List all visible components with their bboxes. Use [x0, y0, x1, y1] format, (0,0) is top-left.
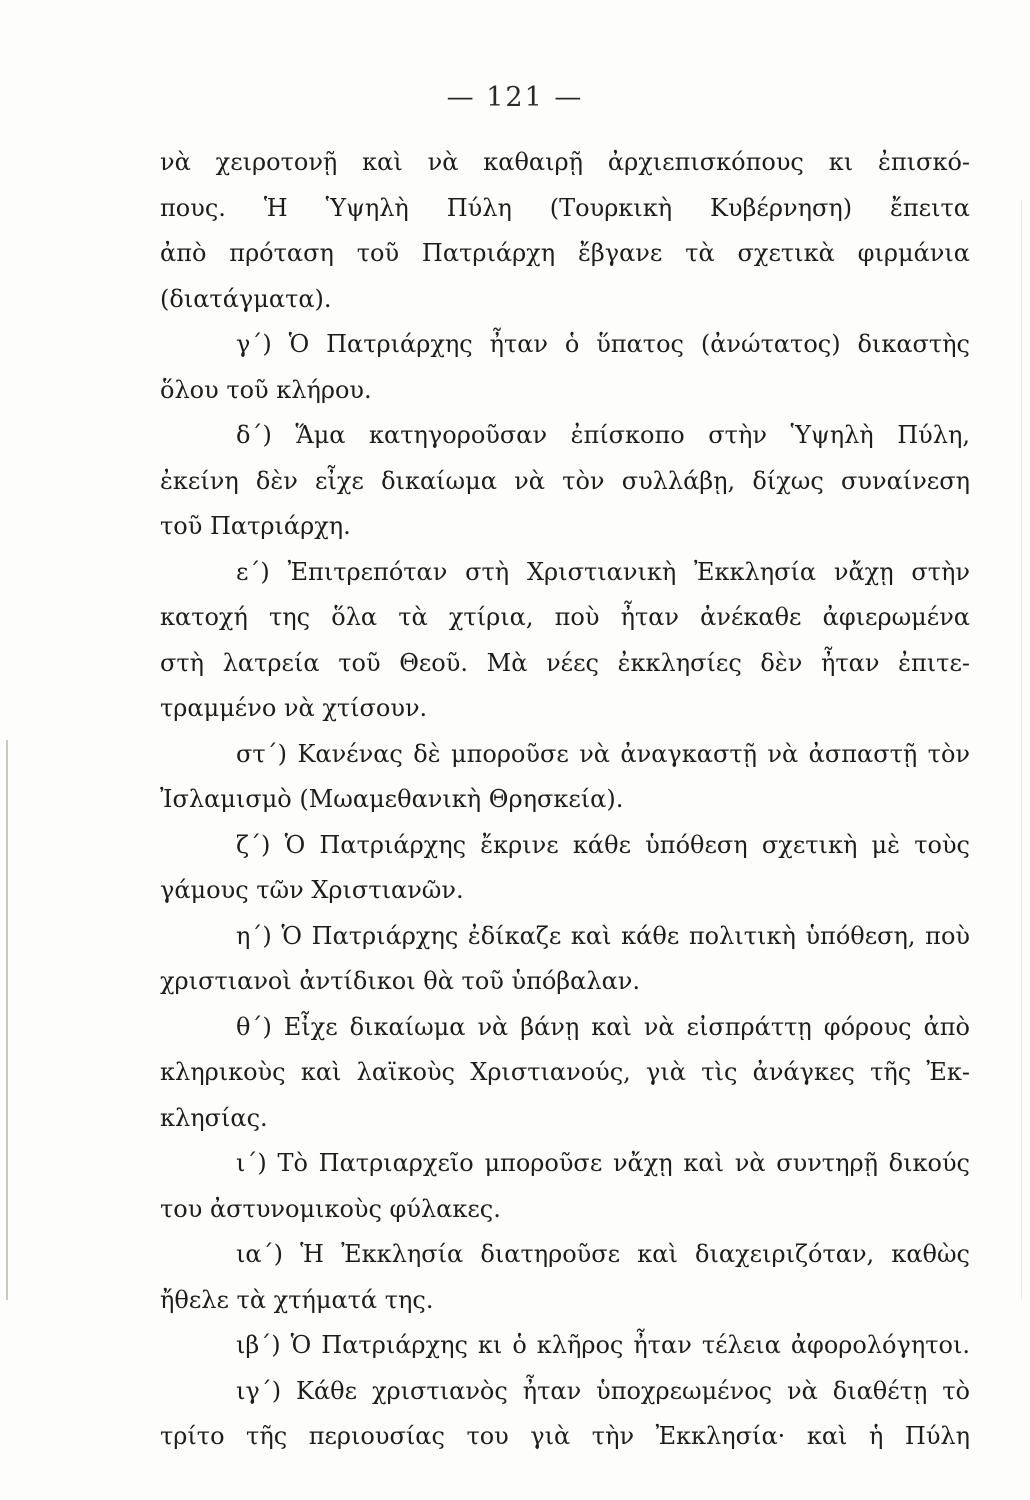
text-line: του ἀστυνομικοὺς φύλακες. [160, 1194, 501, 1223]
text-line: τραμμένο νὰ χτίσουν. [160, 694, 428, 722]
text-line: ιγ΄) Κάθε χριστιανὸς ἦταν ὑποχρεωμένος νὰ διαθέτῃ τὸ [236, 1376, 970, 1405]
text-line: στ΄) Κανένας δὲ μποροῦσε νὰ ἀναγκαστῇ νὰ ἀσπαστῇ τὸν [236, 739, 970, 768]
text-line: νὰ χειροτονῇ καὶ νὰ καθαιρῇ ἀρχιεπισκόπους κι ἐπισκό- [160, 148, 970, 176]
text-line: γάμους τῶν Χριστιανῶν. [160, 876, 464, 904]
text-line: ιβ΄) Ὁ Πατριάρχης κι ὁ κλῆρος ἦταν τέλεια ἀφορολόγητοι. [236, 1331, 970, 1359]
text-line: ἤθελε τὰ χτήματά της. [160, 1285, 434, 1314]
text-line: τοῦ Πατριάρχη. [160, 512, 351, 540]
text-line: ε΄) Ἐπιτρεπόταν στὴ Χριστιανικὴ Ἐκκλησία νἄχῃ στὴν [236, 557, 970, 586]
text-line: ια΄) Ἡ Ἐκκλησία διατηροῦσε καὶ διαχειριζόταν, καθὼς [236, 1240, 970, 1268]
text-line: θ΄) Εἶχε δικαίωμα νὰ βάνῃ καὶ νὰ εἰσπράττῃ φόρους ἀπὸ [236, 1012, 970, 1041]
text-line: τρίτο τῆς περιουσίας του γιὰ τὴν Ἐκκλησία· καὶ ἡ Πύλη [160, 1422, 970, 1450]
text-line: ἐκείνη δὲν εἶχε δικαίωμα νὰ τὸν συλλάβῃ, δίχως συναίνεση [160, 466, 970, 495]
text-line: γ΄) Ὁ Πατριάρχης ἦταν ὁ ὕπατος (ἀνώτατος) δικαστὴς [236, 330, 970, 358]
page-edge-shadow [1021, 200, 1022, 1300]
text-line: η΄) Ὁ Πατριάρχης ἐδίκαζε καὶ κάθε πολιτικὴ ὑπόθεση, ποὺ [236, 921, 970, 950]
text-line: κατοχή της ὅλα τὰ χτίρια, ποὺ ἦταν ἀνέκαθε ἀφιερωμένα [160, 603, 970, 631]
page-number: — 121 — [446, 82, 584, 113]
text-line: δ΄) Ἅμα κατηγοροῦσαν ἐπίσκοπο στὴν Ὑψηλὴ Πύλη, [236, 421, 970, 449]
text-line: Ἰσλαμισμὸ (Μωαμεθανικὴ Θρησκεία). [160, 785, 624, 813]
text-line: ζ΄) Ὁ Πατριάρχης ἔκρινε κάθε ὑπόθεση σχετικὴ μὲ τοὺς [236, 830, 970, 859]
text-line: πους. Ἡ Ὑψηλὴ Πύλη (Τουρκικὴ Κυβέρνηση) ἔπειτα [160, 193, 970, 222]
page-edge-mark [6, 740, 8, 1300]
text-line: κλησίας. [160, 1103, 268, 1132]
text-line: ὅλου τοῦ κλήρου. [160, 375, 372, 404]
text-line: στὴ λατρεία τοῦ Θεοῦ. Μὰ νέες ἐκκλησίες δὲν ἦταν ἐπιτε- [160, 648, 970, 677]
text-line: ἀπὸ πρόταση τοῦ Πατριάρχη ἔβγανε τὰ σχετικὰ φιρμάνια [160, 239, 970, 267]
text-line: ι΄) Τὸ Πατριαρχεῖο μποροῦσε νἄχῃ καὶ νὰ συντηρῇ δικούς [236, 1149, 970, 1177]
text-line: κληρικοὺς καὶ λαϊκοὺς Χριστιανούς, γιὰ τὶς ἀνάγκες τῆς Ἐκ- [160, 1058, 970, 1086]
body-text [160, 140, 970, 1460]
text-line: (διατάγματα). [160, 284, 332, 313]
text-line: χριστιανοὶ ἀντίδικοι θὰ τοῦ ὑπόβαλαν. [160, 967, 641, 995]
